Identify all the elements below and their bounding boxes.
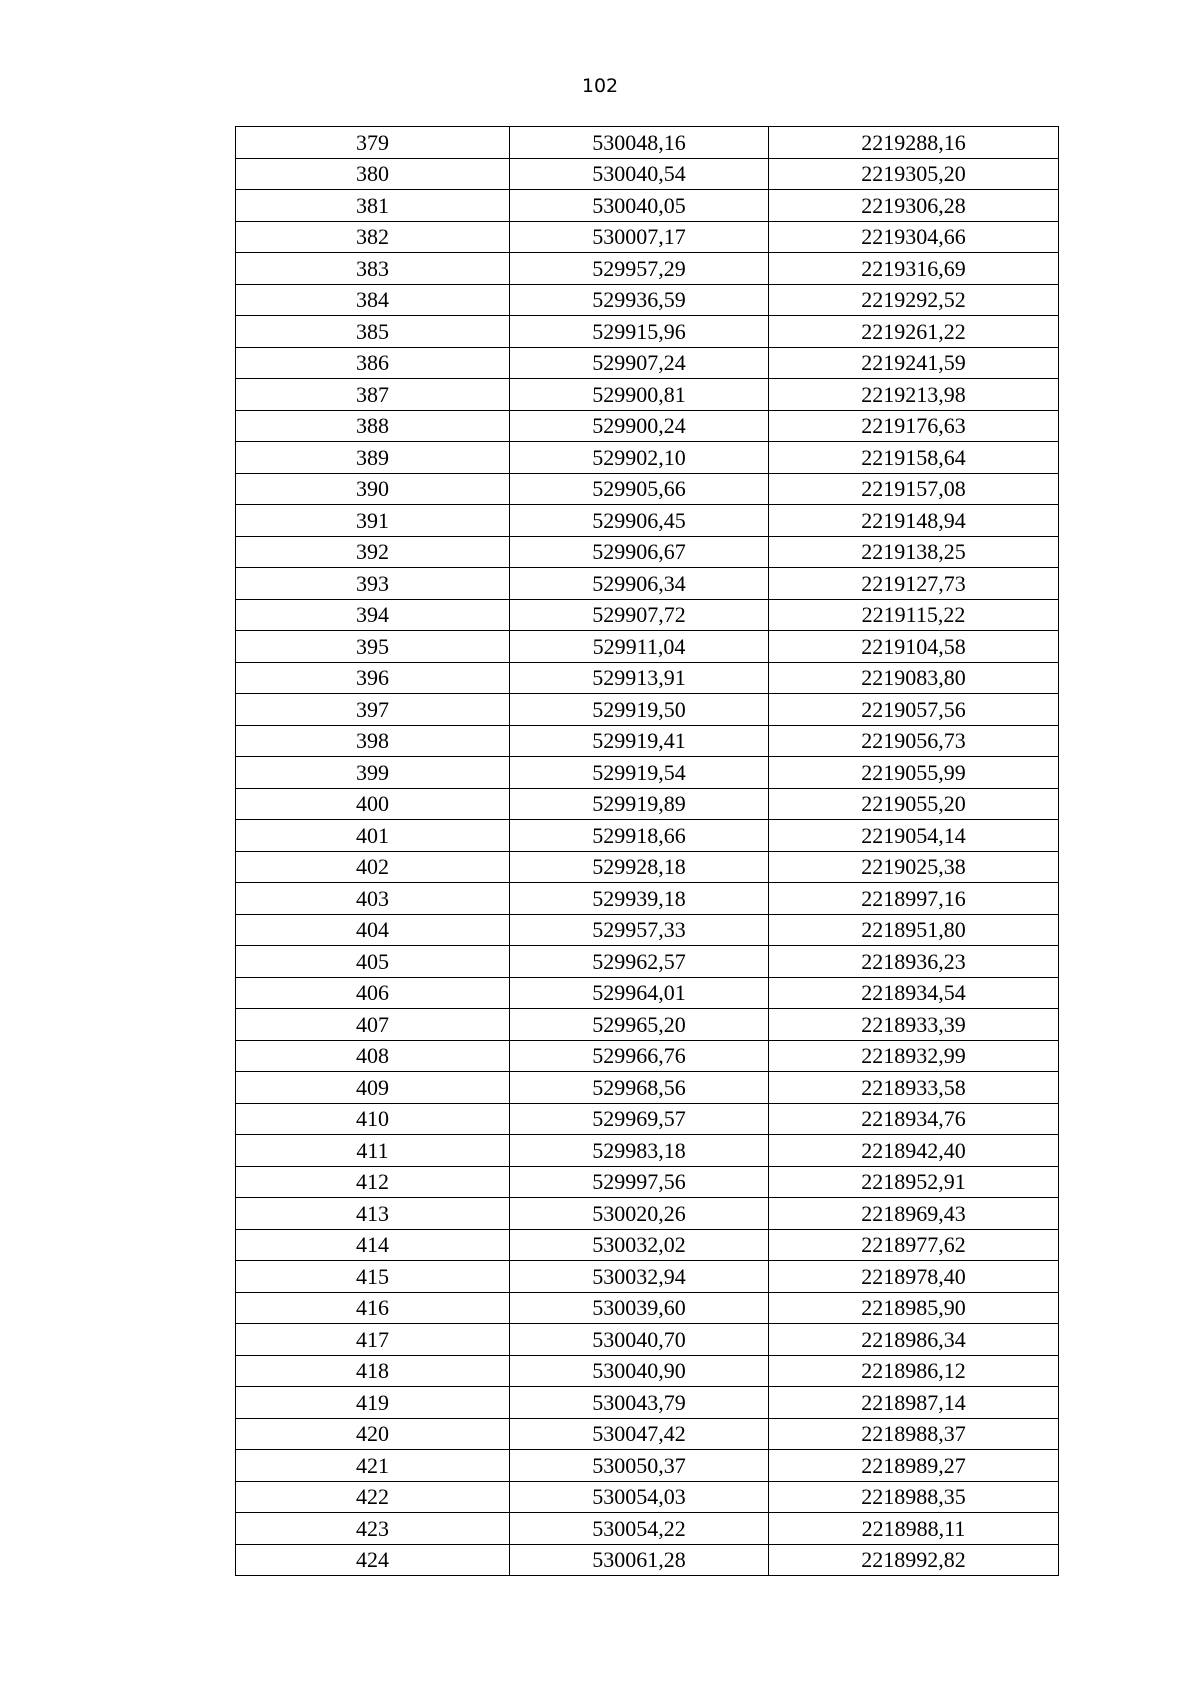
x-coordinate-cell: 529957,29 <box>510 253 769 285</box>
x-coordinate-cell: 530039,60 <box>510 1292 769 1324</box>
table-row <box>236 599 1059 631</box>
y-coordinate-cell: 2219213,98 <box>769 379 1059 411</box>
table-row <box>236 1072 1059 1104</box>
x-coordinate-cell: 529969,57 <box>510 1103 769 1135</box>
x-coordinate-cell: 529928,18 <box>510 851 769 883</box>
point-number-cell: 418 <box>236 1355 510 1387</box>
point-number-cell: 391 <box>236 505 510 537</box>
y-coordinate-cell: 2218987,14 <box>769 1387 1059 1419</box>
y-coordinate-cell: 2218934,54 <box>769 977 1059 1009</box>
table-row <box>236 757 1059 789</box>
y-coordinate-cell: 2218932,99 <box>769 1040 1059 1072</box>
x-coordinate-cell: 530047,42 <box>510 1418 769 1450</box>
point-number-cell: 389 <box>236 442 510 474</box>
table-row <box>236 1040 1059 1072</box>
table-row <box>236 505 1059 537</box>
y-coordinate-cell: 2219304,66 <box>769 221 1059 253</box>
y-coordinate-cell: 2218988,37 <box>769 1418 1059 1450</box>
x-coordinate-cell: 529900,24 <box>510 410 769 442</box>
table-row <box>236 1135 1059 1167</box>
table-row <box>236 347 1059 379</box>
point-number-cell: 382 <box>236 221 510 253</box>
x-coordinate-cell: 529936,59 <box>510 284 769 316</box>
x-coordinate-cell: 529905,66 <box>510 473 769 505</box>
y-coordinate-cell: 2218969,43 <box>769 1198 1059 1230</box>
x-coordinate-cell: 529997,56 <box>510 1166 769 1198</box>
table-row <box>236 883 1059 915</box>
x-coordinate-cell: 530061,28 <box>510 1544 769 1576</box>
table-row <box>236 536 1059 568</box>
y-coordinate-cell: 2218942,40 <box>769 1135 1059 1167</box>
point-number-cell: 409 <box>236 1072 510 1104</box>
y-coordinate-cell: 2219306,28 <box>769 190 1059 222</box>
x-coordinate-cell: 529962,57 <box>510 946 769 978</box>
point-number-cell: 398 <box>236 725 510 757</box>
point-number-cell: 411 <box>236 1135 510 1167</box>
x-coordinate-cell: 529918,66 <box>510 820 769 852</box>
table-row <box>236 1544 1059 1576</box>
point-number-cell: 408 <box>236 1040 510 1072</box>
page-number: 102 <box>581 75 619 97</box>
x-coordinate-cell: 530054,22 <box>510 1513 769 1545</box>
x-coordinate-cell: 530032,02 <box>510 1229 769 1261</box>
coordinates-table-body <box>236 127 1059 1576</box>
table-row <box>236 316 1059 348</box>
y-coordinate-cell: 2218986,12 <box>769 1355 1059 1387</box>
table-row <box>236 284 1059 316</box>
y-coordinate-cell: 2219288,16 <box>769 127 1059 159</box>
x-coordinate-cell: 529906,34 <box>510 568 769 600</box>
x-coordinate-cell: 530040,54 <box>510 158 769 190</box>
table-row <box>236 694 1059 726</box>
x-coordinate-cell: 529902,10 <box>510 442 769 474</box>
point-number-cell: 396 <box>236 662 510 694</box>
y-coordinate-cell: 2219104,58 <box>769 631 1059 663</box>
y-coordinate-cell: 2219158,64 <box>769 442 1059 474</box>
point-number-cell: 399 <box>236 757 510 789</box>
coordinates-table <box>235 126 1059 1576</box>
table-row <box>236 1292 1059 1324</box>
y-coordinate-cell: 2219241,59 <box>769 347 1059 379</box>
table-row <box>236 127 1059 159</box>
table-row <box>236 914 1059 946</box>
x-coordinate-cell: 529919,41 <box>510 725 769 757</box>
point-number-cell: 424 <box>236 1544 510 1576</box>
y-coordinate-cell: 2218997,16 <box>769 883 1059 915</box>
table-row <box>236 1513 1059 1545</box>
table-row <box>236 442 1059 474</box>
x-coordinate-cell: 529966,76 <box>510 1040 769 1072</box>
table-row <box>236 1198 1059 1230</box>
y-coordinate-cell: 2219055,99 <box>769 757 1059 789</box>
table-row <box>236 1229 1059 1261</box>
y-coordinate-cell: 2218986,34 <box>769 1324 1059 1356</box>
table-row <box>236 1450 1059 1482</box>
y-coordinate-cell: 2219055,20 <box>769 788 1059 820</box>
y-coordinate-cell: 2218977,62 <box>769 1229 1059 1261</box>
x-coordinate-cell: 529919,50 <box>510 694 769 726</box>
point-number-cell: 380 <box>236 158 510 190</box>
y-coordinate-cell: 2218992,82 <box>769 1544 1059 1576</box>
y-coordinate-cell: 2218952,91 <box>769 1166 1059 1198</box>
table-row <box>236 190 1059 222</box>
x-coordinate-cell: 529957,33 <box>510 914 769 946</box>
x-coordinate-cell: 530050,37 <box>510 1450 769 1482</box>
y-coordinate-cell: 2219054,14 <box>769 820 1059 852</box>
point-number-cell: 385 <box>236 316 510 348</box>
x-coordinate-cell: 530007,17 <box>510 221 769 253</box>
y-coordinate-cell: 2218978,40 <box>769 1261 1059 1293</box>
table-row <box>236 158 1059 190</box>
point-number-cell: 410 <box>236 1103 510 1135</box>
x-coordinate-cell: 529939,18 <box>510 883 769 915</box>
table-row <box>236 1166 1059 1198</box>
x-coordinate-cell: 529919,54 <box>510 757 769 789</box>
y-coordinate-cell: 2219083,80 <box>769 662 1059 694</box>
y-coordinate-cell: 2219115,22 <box>769 599 1059 631</box>
point-number-cell: 386 <box>236 347 510 379</box>
x-coordinate-cell: 529965,20 <box>510 1009 769 1041</box>
x-coordinate-cell: 529907,24 <box>510 347 769 379</box>
y-coordinate-cell: 2219316,69 <box>769 253 1059 285</box>
x-coordinate-cell: 529906,45 <box>510 505 769 537</box>
point-number-cell: 401 <box>236 820 510 852</box>
table-row <box>236 851 1059 883</box>
y-coordinate-cell: 2218933,39 <box>769 1009 1059 1041</box>
table-row <box>236 473 1059 505</box>
x-coordinate-cell: 529907,72 <box>510 599 769 631</box>
y-coordinate-cell: 2218988,11 <box>769 1513 1059 1545</box>
y-coordinate-cell: 2219057,56 <box>769 694 1059 726</box>
x-coordinate-cell: 530020,26 <box>510 1198 769 1230</box>
x-coordinate-cell: 530040,70 <box>510 1324 769 1356</box>
y-coordinate-cell: 2218989,27 <box>769 1450 1059 1482</box>
point-number-cell: 412 <box>236 1166 510 1198</box>
point-number-cell: 381 <box>236 190 510 222</box>
table-row <box>236 1355 1059 1387</box>
table-row <box>236 379 1059 411</box>
table-row <box>236 1324 1059 1356</box>
y-coordinate-cell: 2219025,38 <box>769 851 1059 883</box>
y-coordinate-cell: 2218936,23 <box>769 946 1059 978</box>
table-row <box>236 820 1059 852</box>
table-row <box>236 788 1059 820</box>
x-coordinate-cell: 529911,04 <box>510 631 769 663</box>
point-number-cell: 392 <box>236 536 510 568</box>
x-coordinate-cell: 529906,67 <box>510 536 769 568</box>
point-number-cell: 404 <box>236 914 510 946</box>
table-row <box>236 221 1059 253</box>
y-coordinate-cell: 2218988,35 <box>769 1481 1059 1513</box>
point-number-cell: 413 <box>236 1198 510 1230</box>
point-number-cell: 420 <box>236 1418 510 1450</box>
point-number-cell: 403 <box>236 883 510 915</box>
point-number-cell: 423 <box>236 1513 510 1545</box>
table-row <box>236 410 1059 442</box>
x-coordinate-cell: 529915,96 <box>510 316 769 348</box>
point-number-cell: 402 <box>236 851 510 883</box>
point-number-cell: 384 <box>236 284 510 316</box>
point-number-cell: 406 <box>236 977 510 1009</box>
point-number-cell: 416 <box>236 1292 510 1324</box>
point-number-cell: 422 <box>236 1481 510 1513</box>
table-row <box>236 1261 1059 1293</box>
table-row <box>236 253 1059 285</box>
y-coordinate-cell: 2219176,63 <box>769 410 1059 442</box>
point-number-cell: 407 <box>236 1009 510 1041</box>
x-coordinate-cell: 530043,79 <box>510 1387 769 1419</box>
table-row <box>236 1103 1059 1135</box>
point-number-cell: 395 <box>236 631 510 663</box>
table-row <box>236 631 1059 663</box>
x-coordinate-cell: 530032,94 <box>510 1261 769 1293</box>
table-row <box>236 1009 1059 1041</box>
point-number-cell: 397 <box>236 694 510 726</box>
y-coordinate-cell: 2219148,94 <box>769 505 1059 537</box>
y-coordinate-cell: 2218934,76 <box>769 1103 1059 1135</box>
point-number-cell: 421 <box>236 1450 510 1482</box>
y-coordinate-cell: 2218951,80 <box>769 914 1059 946</box>
x-coordinate-cell: 530040,05 <box>510 190 769 222</box>
table-row <box>236 1481 1059 1513</box>
table-row <box>236 1387 1059 1419</box>
y-coordinate-cell: 2218985,90 <box>769 1292 1059 1324</box>
point-number-cell: 400 <box>236 788 510 820</box>
point-number-cell: 393 <box>236 568 510 600</box>
point-number-cell: 394 <box>236 599 510 631</box>
x-coordinate-cell: 530048,16 <box>510 127 769 159</box>
x-coordinate-cell: 529900,81 <box>510 379 769 411</box>
y-coordinate-cell: 2219261,22 <box>769 316 1059 348</box>
point-number-cell: 390 <box>236 473 510 505</box>
point-number-cell: 387 <box>236 379 510 411</box>
x-coordinate-cell: 529964,01 <box>510 977 769 1009</box>
table-row <box>236 946 1059 978</box>
y-coordinate-cell: 2219292,52 <box>769 284 1059 316</box>
point-number-cell: 419 <box>236 1387 510 1419</box>
y-coordinate-cell: 2219138,25 <box>769 536 1059 568</box>
point-number-cell: 379 <box>236 127 510 159</box>
table-row <box>236 977 1059 1009</box>
point-number-cell: 417 <box>236 1324 510 1356</box>
table-row <box>236 662 1059 694</box>
point-number-cell: 414 <box>236 1229 510 1261</box>
point-number-cell: 415 <box>236 1261 510 1293</box>
point-number-cell: 388 <box>236 410 510 442</box>
y-coordinate-cell: 2218933,58 <box>769 1072 1059 1104</box>
table-row <box>236 568 1059 600</box>
x-coordinate-cell: 529983,18 <box>510 1135 769 1167</box>
x-coordinate-cell: 530054,03 <box>510 1481 769 1513</box>
table-row <box>236 1418 1059 1450</box>
point-number-cell: 405 <box>236 946 510 978</box>
table-row <box>236 725 1059 757</box>
y-coordinate-cell: 2219157,08 <box>769 473 1059 505</box>
x-coordinate-cell: 530040,90 <box>510 1355 769 1387</box>
x-coordinate-cell: 529919,89 <box>510 788 769 820</box>
x-coordinate-cell: 529968,56 <box>510 1072 769 1104</box>
y-coordinate-cell: 2219127,73 <box>769 568 1059 600</box>
y-coordinate-cell: 2219056,73 <box>769 725 1059 757</box>
y-coordinate-cell: 2219305,20 <box>769 158 1059 190</box>
point-number-cell: 383 <box>236 253 510 285</box>
x-coordinate-cell: 529913,91 <box>510 662 769 694</box>
